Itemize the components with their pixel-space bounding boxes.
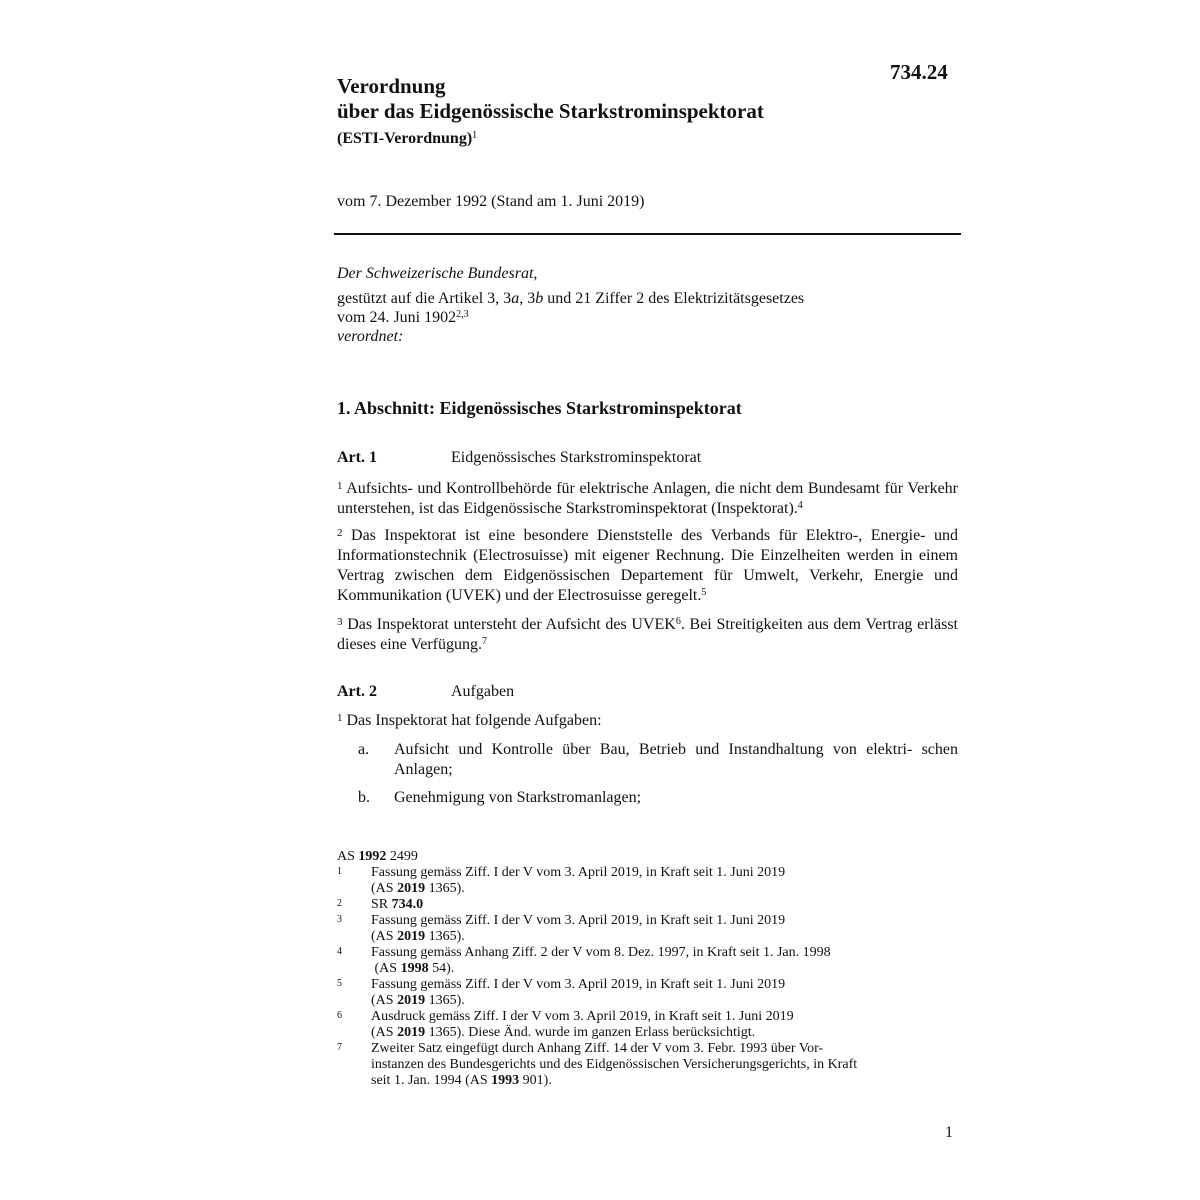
footnote-year: 1993: [491, 1073, 520, 1088]
footnote-text: [371, 897, 957, 913]
footnote-line: [371, 961, 957, 977]
footnote-fragment: (AS: [371, 929, 398, 944]
footnote-line: [371, 1073, 957, 1089]
footnote-sr-number: 734.0: [391, 897, 424, 912]
footnote-fragment: (AS: [371, 961, 401, 976]
as-text: AS: [337, 849, 359, 864]
paragraph-number: 2: [337, 527, 343, 539]
footnote-ref[interactable]: 1: [472, 130, 478, 141]
footnote-fragment: (AS: [371, 993, 398, 1008]
article-title: Eidgenössisches Starkstrominspektorat: [451, 449, 702, 466]
footnote-ref[interactable]: 6: [675, 616, 681, 627]
footnote-fragment: 1365).: [425, 993, 465, 1008]
footnotes: [337, 849, 957, 1089]
footnote-number: 6: [337, 1010, 342, 1021]
footnote-fragment: seit 1. Jan. 1994 (AS: [371, 1073, 492, 1088]
footnote-text: [371, 1009, 957, 1041]
date-line: vom 7. Dezember 1992 (Stand am 1. Juni 2019): [337, 193, 645, 210]
footnote-line: Zweiter Satz eingefügt durch Anhang Ziff. 14 der V vom 3. Febr. 1993 über Vor-: [371, 1041, 824, 1056]
footnote-number: 4: [337, 946, 342, 957]
footnote-number: 7: [337, 1042, 342, 1053]
preamble-basis-line2: [337, 308, 959, 327]
footnote-text: [371, 977, 957, 1009]
preamble: [337, 264, 959, 346]
paragraph-text: Aufsichts- und Kontrollbehörde für elektrische Anlagen, die nicht dem Bundesamt für Verkehr unterstehen, ist das Eidgenössische Starkstrominspektorat (Inspektorat).: [337, 480, 958, 517]
title-line-1: Verordnung: [337, 74, 446, 98]
paragraph-number: 1: [337, 712, 343, 724]
footnote-year: 1998: [400, 961, 429, 976]
footnote-ref[interactable]: 7: [482, 636, 487, 647]
title-line-2: über das Eidgenössische Starkstrominspektorat: [337, 99, 764, 123]
footnote-line: Fassung gemäss Ziff. I der V vom 3. April 2019, in Kraft seit 1. Juni 2019: [371, 977, 786, 992]
footnote-number: 5: [337, 978, 342, 989]
footnote-year: 2019: [397, 993, 426, 1008]
footnote-fragment: 1365).: [425, 929, 465, 944]
footnote-2: [337, 897, 957, 913]
preamble-basis: [337, 289, 959, 308]
footnote-ref[interactable]: 4: [797, 500, 803, 511]
list-item-text: Aufsicht und Kontrolle über Bau, Betrieb und Instandhaltung von elektri- schen Anlagen;: [394, 741, 958, 778]
article-1-heading: [337, 449, 701, 467]
footnote-ref[interactable]: 2,3: [456, 309, 469, 320]
footnote-line: [371, 881, 957, 897]
footnote-fragment: 901).: [519, 1073, 552, 1088]
footnote-6: [337, 1009, 957, 1041]
basis-text: und 21 Ziffer 2 des Elektrizitätsgesetzes: [543, 290, 805, 307]
footnote-fragment: 1365). Diese Änd. wurde im ganzen Erlass berücksichtigt.: [425, 1025, 756, 1040]
footnote-line: [371, 929, 957, 945]
subtitle-text: (ESTI-Verordnung): [337, 130, 473, 147]
paragraph-text: Das Inspektorat untersteht der Aufsicht des UVEK: [347, 616, 676, 633]
footnote-line: instanzen des Bundesgerichts und des Eidgenössischen Versicherungsgerichts, in Kraft: [371, 1057, 858, 1072]
paragraph-text: Das Inspektorat hat folgende Aufgaben:: [346, 712, 602, 729]
footnote-fragment: (AS: [371, 1025, 398, 1040]
article-2-heading: [337, 683, 514, 701]
section-heading: 1. Abschnitt: Eidgenössisches Starkstrominspektorat: [337, 398, 742, 418]
footnote-text: [371, 1041, 957, 1089]
article-1-paragraph-3: [337, 615, 958, 655]
article-1-paragraph-2: [337, 526, 958, 606]
footnote-line: Ausdruck gemäss Ziff. I der V vom 3. April 2019, in Kraft seit 1. Juni 2019: [371, 1009, 794, 1024]
footnote-fragment: SR: [371, 897, 392, 912]
footnote-ref[interactable]: 5: [701, 587, 707, 598]
article-number: Art. 1: [337, 449, 377, 466]
footnote-fragment: 54).: [428, 961, 455, 976]
paragraph-text: Das Inspektorat ist eine besondere Dienststelle des Verbands für Elektro-, Energie- und Informationstechnik (Electrosuisse) mit eigener Rechnung. Die Einzelheiten werden in einem Vertrag zwischen dem Eidgenössischen Departement für Umwelt, Verkehr, Energie und Kommunikation (UVEK) und der Electrosuisse geregelt.: [337, 527, 959, 604]
footnote-year: 2019: [397, 1025, 426, 1040]
basis-text: a: [511, 290, 520, 307]
footnote-year: 2019: [397, 929, 426, 944]
footnote-line: Fassung gemäss Anhang Ziff. 2 der V vom 8. Dez. 1997, in Kraft seit 1. Jan. 1998: [371, 945, 831, 960]
footnote-line: Fassung gemäss Ziff. I der V vom 3. April 2019, in Kraft seit 1. Juni 2019: [371, 865, 786, 880]
footnote-line: Fassung gemäss Ziff. I der V vom 3. April 2019, in Kraft seit 1. Juni 2019: [371, 913, 786, 928]
page-number: 1: [945, 1124, 953, 1141]
preamble-authority: Der Schweizerische Bundesrat,: [337, 265, 538, 282]
footnote-text: [371, 913, 957, 945]
basis-text: gestützt auf die Artikel 3, 3: [337, 290, 512, 307]
footnote-3: [337, 913, 957, 945]
list-letter: b.: [358, 789, 370, 806]
footnote-7: [337, 1041, 957, 1089]
list-item-text: Genehmigung von Starkstromanlagen;: [394, 789, 642, 806]
footnote-number: 2: [337, 898, 342, 909]
article-2-intro: [337, 711, 958, 731]
list-item: [337, 740, 958, 780]
footnote-line: [371, 1025, 957, 1041]
footnote-year: 2019: [397, 881, 426, 896]
footnote-5: [337, 977, 957, 1009]
basis-text: , 3: [519, 290, 536, 307]
preamble-decrees: verordnet:: [337, 328, 404, 345]
footnote-4: [337, 945, 957, 977]
footnote-1: [337, 865, 957, 897]
basis-text: b: [535, 290, 544, 307]
footnote-text: [371, 865, 957, 897]
basis-text: vom 24. Juni 1902: [337, 309, 457, 326]
article-title: Aufgaben: [451, 683, 515, 700]
footnote-number: 3: [337, 914, 342, 925]
subtitle: [337, 129, 877, 149]
paragraph-text: . Bei Streitigkeiten aus dem Vertrag erlässt dieses eine Verfügung.: [337, 616, 959, 653]
footnote-fragment: 1365).: [425, 881, 465, 896]
list-item: [337, 788, 958, 808]
paragraph-number: 3: [337, 616, 343, 628]
footnote-number: 1: [337, 866, 342, 877]
list-letter: a.: [358, 741, 370, 758]
footnote-fragment: (AS: [371, 881, 398, 896]
as-year: 1992: [358, 849, 387, 864]
sr-number: 734.24: [890, 60, 948, 84]
paragraph-number: 1: [337, 480, 343, 492]
article-1-paragraph-1: [337, 479, 958, 519]
as-text: 2499: [386, 849, 418, 864]
footnote-line: [371, 993, 957, 1009]
as-reference: [337, 849, 957, 865]
title-block: [337, 74, 877, 149]
article-number: Art. 2: [337, 683, 377, 700]
header-rule: [334, 233, 961, 235]
footnote-text: [371, 945, 957, 977]
